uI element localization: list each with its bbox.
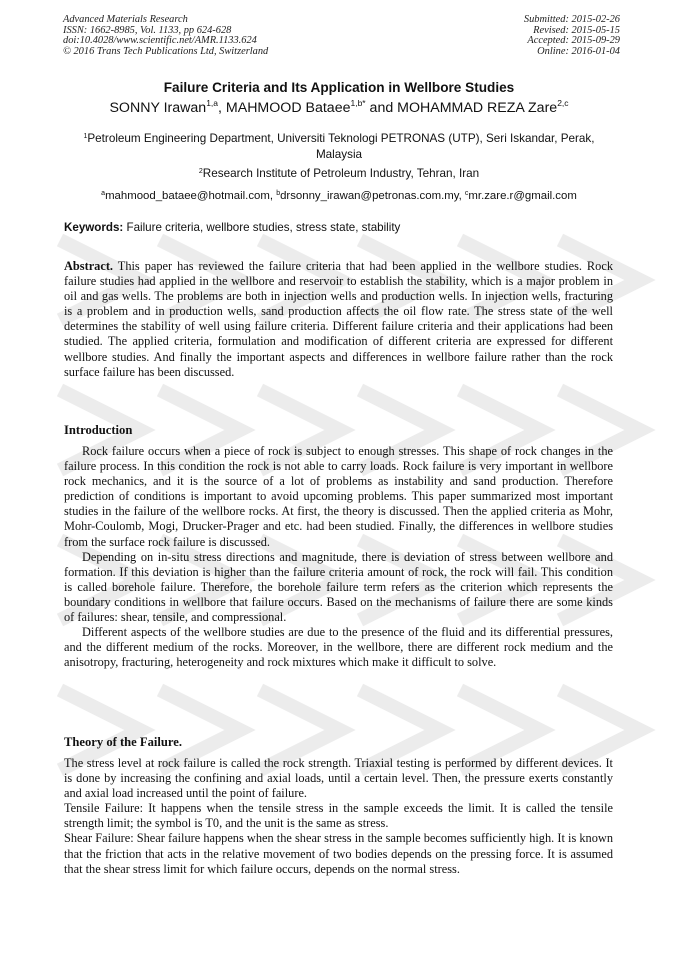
theory-body (64, 756, 613, 877)
affiliation-number: 1 (83, 133, 88, 140)
abstract (64, 259, 613, 380)
abstract-label: Abstract. (64, 259, 114, 273)
submitted-date: Submitted: 2015-02-26 (523, 14, 620, 25)
paragraph: Rock failure occurs when a piece of rock is subject to enough stresses. This shape of rock changes in the failure process. In this condition the rock is not able to carry loads. Rock failure is very important in wellbore rock mechanics, and it is the source of a lot of problems as instability and sand production. Therefore prediction of conditions is important to avoid upcoming problems. This paper summarized most important studies in the failure of the wellbore rocks. At first, the theory is discussed. Then the applied criteria as Mohr, Mohr-Coulomb, Mogi, Drucker-Prager and etc. had been studied. Finally, the differences in wellbore studies from the surface rock failure is discussed. (64, 444, 613, 549)
affiliation-text: Research Institute of Petroleum Industry, Tehran, Iran (202, 167, 480, 180)
theory-heading: Theory of the Failure. (64, 735, 182, 749)
keywords-text: Failure criteria, wellbore studies, stress state, stability (123, 221, 401, 234)
author-separator: , (218, 100, 226, 116)
paper-title: Failure Criteria and Its Application in Wellbore Studies (163, 80, 515, 95)
abstract-text: This paper has reviewed the failure criteria that had been applied in the wellbore studies. Rock failure studies had applied in the wellbore and reservoir to establish the stability, which is a major problem in oil and gas wells. The problems are both in injection wells and production wells. In injection wells, fracturing is a problem and in production wells, sand production affects the oil flow rate. The stress state of the well determines the stability of well using failure criteria. Different failure criteria and their applications had been studied. The applied criteria, formulation and modification of different criteria are expressed for different wellbore studies. And finally the important aspects and differences in wellbore failure rather than the rock surface failure has been discussed. (64, 259, 613, 379)
affiliation-text: Petroleum Engineering Department, Universiti Teknologi PETRONAS (UTP), Seri Iskandar, Perak, Malaysia (87, 132, 595, 161)
author-list (0, 98, 678, 116)
email-address[interactable]: mahmood_bataee@hotmail.com, (105, 190, 277, 202)
introduction-heading: Introduction (64, 423, 133, 437)
doi-line: doi:10.4028/www.scientific.net/AMR.1133.624 (63, 35, 257, 46)
email-marker: c (464, 190, 469, 197)
introduction-body (64, 444, 613, 670)
author-emails (60, 186, 618, 204)
publication-dates (524, 15, 620, 57)
author-name: MOHAMMAD REZA Zare (397, 100, 558, 116)
journal-info (63, 15, 268, 57)
affiliation-1 (60, 129, 618, 163)
email-marker: a (101, 190, 106, 197)
online-date: Online: 2016-01-04 (537, 45, 620, 57)
author-superscript: 2,c (557, 98, 569, 108)
journal-name: Advanced Materials Research (63, 14, 188, 25)
keywords (64, 221, 624, 234)
affiliation-number: 2 (198, 168, 203, 175)
keywords-label: Keywords: (64, 221, 124, 234)
author-superscript: 1,b* (350, 98, 366, 108)
affiliation-2 (60, 164, 618, 182)
revised-date: Revised: 2015-05-15 (533, 24, 620, 36)
paragraph: Depending on in-situ stress directions and magnitude, there is deviation of stress between wellbore and formation. If this deviation is higher than the failure criteria amount of rock, the rock will fail. This condition is called borehole failure. Therefore, the borehole failure term refers as the criterion which represents the boundary conditions in wellbore that failure occurs. Based on the mechanisms of failure there are some kinds of failures: shear, tensile, and compressional. (64, 549, 613, 625)
paragraph: Tensile Failure: It happens when the tensile stress in the sample exceeds the limit. It is called the tensile strength limit; the symbol is T0, and the unit is the same as stress. (64, 801, 613, 831)
author-name: MAHMOOD Bataee (225, 100, 351, 116)
author-superscript: 1,a (206, 98, 219, 108)
email-address[interactable]: drsonny_irawan@petronas.com.my, (280, 190, 465, 202)
issn-line: ISSN: 1662-8985, Vol. 1133, pp 624-628 (63, 24, 232, 36)
paragraph: The stress level at rock failure is called the rock strength. Triaxial testing is performed by different devices. It is done by increasing the confining and axial loads, until a certain level. Then, the pressure exerts constantly and axial load increased until the point of failure. (64, 756, 613, 801)
email-address[interactable]: mr.zare.r@gmail.com (468, 190, 577, 202)
paragraph: Shear Failure: Shear failure happens when the shear stress in the sample becomes sufficiently high. It is known that the friction that acts in the relative movement of two bodies depends on the pressing force. It is assumed that the shear stress limit for which failure occurs, depends on the normal stress. (64, 831, 613, 876)
author-separator: and (365, 100, 398, 116)
paragraph: Different aspects of the wellbore studies are due to the presence of the fluid and its differential pressures, and the different medium of the rocks. Moreover, in the wellbore, there are different rock medium and the anisotropy, fracturing, heterogeneity and rock mixtures which make it difficult to solve. (64, 625, 613, 670)
accepted-date: Accepted: 2015-09-29 (527, 35, 620, 46)
copyright-line: © 2016 Trans Tech Publications Ltd, Switzerland (63, 45, 269, 57)
email-marker: b (276, 190, 281, 197)
author-name: SONNY Irawan (109, 100, 207, 116)
